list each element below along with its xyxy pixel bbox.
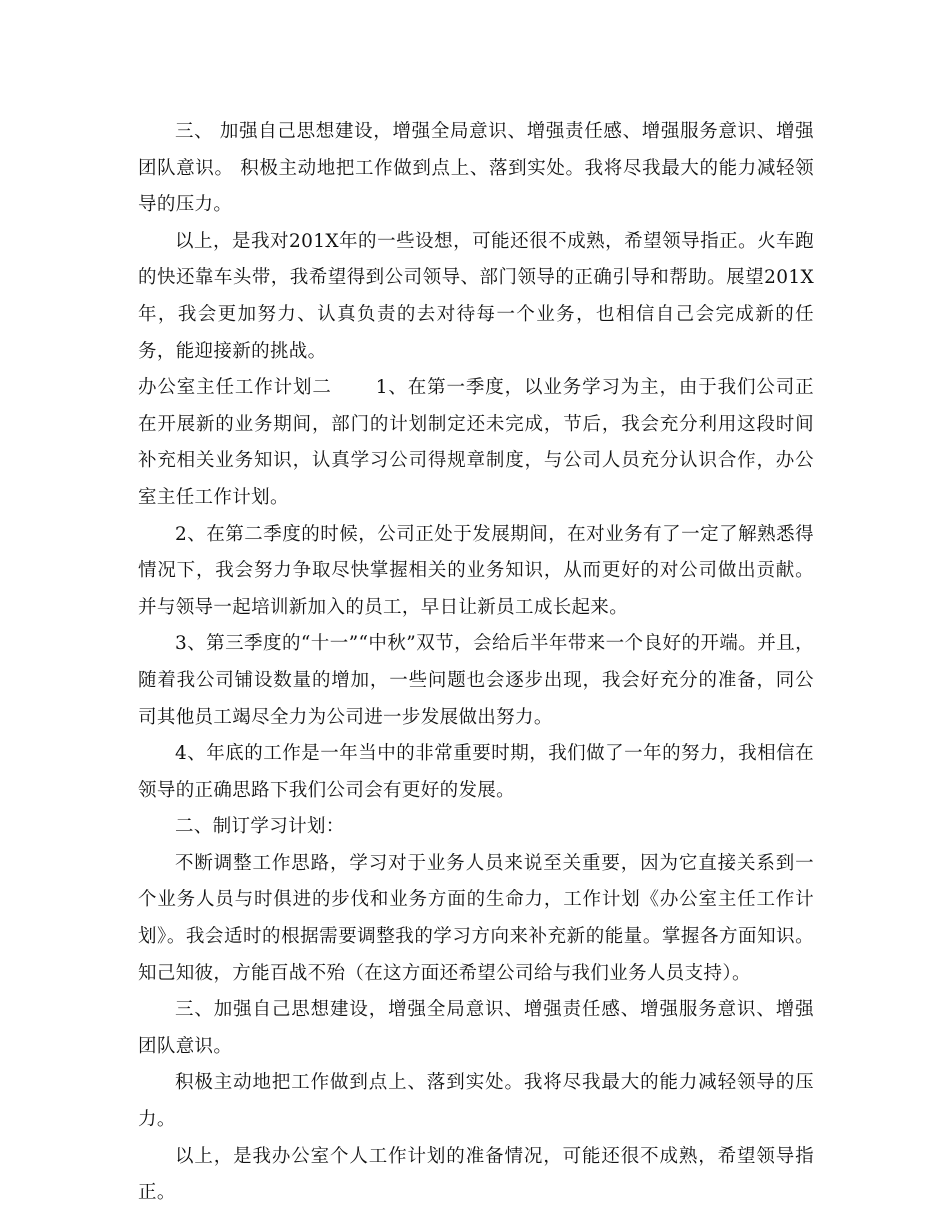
paragraph-first-quarter: 1、在第一季度，以业务学习为主，由于我们公司正在开展新的业务期间，部门的计划制定还未完成，节后，我会充分利用这段时间补充相关业务知识，认真学习公司得规章制度，与公司人员充分认识合作，办公室主任工作计划。	[138, 377, 814, 508]
paragraph-outlook: 以上，是我对201X年的一些设想，可能还很不成熟，希望领导指正。火车跑的快还靠车头带，我希望得到公司领导、部门领导的正确引导和帮助。展望201X年，我会更加努力、认真负责的去对待每一个业务，也相信自己会完成新的任务，能迎接新的挑战。	[138, 230, 814, 362]
paragraph-study-plan: 不断调整工作思路，学习对于业务人员来说至关重要，因为它直接关系到一个业务人员与时俱进的步伐和业务方面的生命力，工作计划《办公室主任工作计划》。我会适时的根据需要调整我的学习方向来补充新的能量。掌握各方面知识。知己知彼，方能百战不殆（在这方面还希望公司给与我们业务人员支持）。	[138, 852, 814, 984]
paragraph-strengthen-thinking-2: 三、加强自己思想建设，增强全局意识、增强责任感、增强服务意识、增强团队意识。	[138, 999, 814, 1057]
paragraph-plan-two	[138, 370, 814, 516]
heading-study-plan: 二、制订学习计划：	[175, 816, 345, 838]
paragraph-year-end: 4、年底的工作是一年当中的非常重要时期，我们做了一年的努力，我相信在领导的正确思路下我们公司会有更好的发展。	[138, 743, 814, 801]
paragraph-third-quarter: 3、第三季度的“十一”“中秋”双节，会给后半年带来一个良好的开端。并且，随着我公司铺设数量的增加，一些问题也会逐步出现，我会好充分的准备，同公司其他员工竭尽全力为公司进一步发展做出努力。	[138, 633, 814, 728]
paragraph-strengthen-thinking: 三、 加强自己思想建设，增强全局意识、增强责任感、增强服务意识、增强团队意识。 积极主动地把工作做到点上、落到实处。我将尽我最大的能力减轻领导的压力。	[138, 121, 814, 216]
paragraph-second-quarter: 2、在第二季度的时候，公司正处于发展期间，在对业务有了一定了解熟悉得情况下，我会努力争取尽快掌握相关的业务知识，从而更好的对公司做出贡献。并与领导一起培训新加入的员工，早日让新员工成长起来。	[138, 523, 814, 618]
document-body	[138, 114, 814, 1212]
paragraph-proactive: 积极主动地把工作做到点上、落到实处。我将尽我最大的能力减轻领导的压力。	[138, 1072, 814, 1131]
section-heading: 办公室主任工作计划二	[138, 377, 332, 399]
paragraph-closing: 以上，是我办公室个人工作计划的准备情况，可能还很不成熟，希望领导指正。	[138, 1145, 814, 1204]
